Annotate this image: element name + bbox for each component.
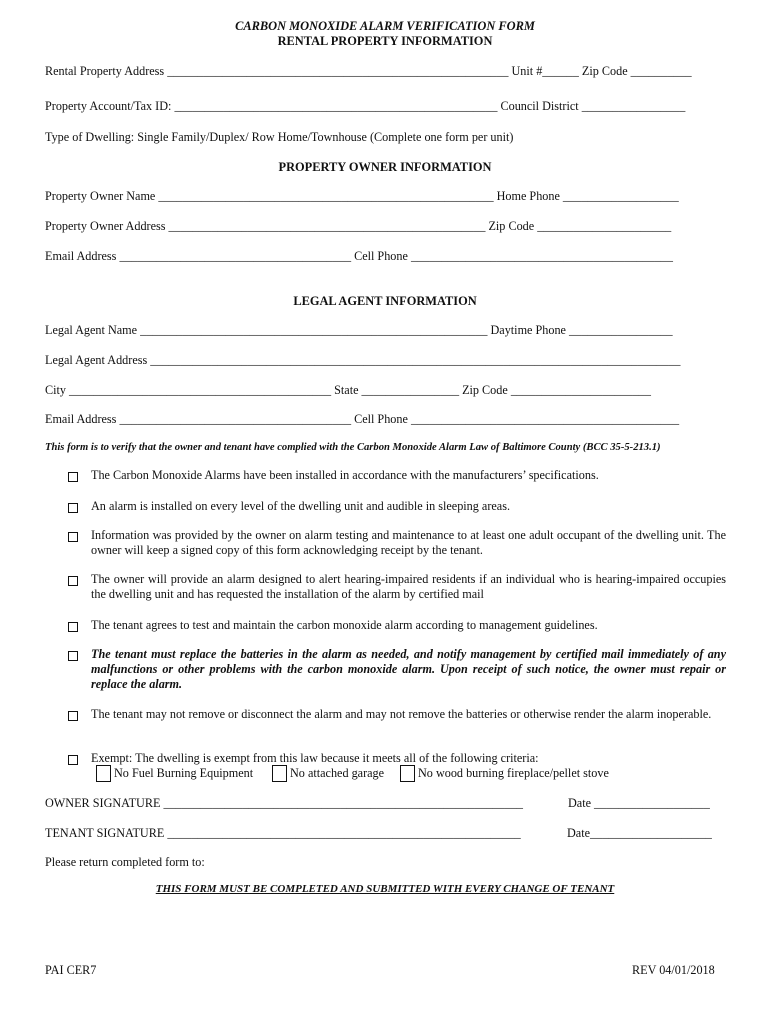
- law-statement: This form is to verify that the owner and tenant have complied with the Carbon Monoxide Alarm Law of Baltimore County (BCC 35-5-213.1): [45, 442, 661, 453]
- checkbox-every-level[interactable]: [68, 503, 78, 513]
- form-id: PAI CER7: [45, 963, 97, 977]
- checkbox-tenant-test[interactable]: [68, 622, 78, 632]
- tenant-signature-field[interactable]: TENANT SIGNATURE __________________________________________________________: [45, 826, 521, 840]
- exempt-option-label: No Fuel Burning Equipment: [114, 766, 254, 780]
- exempt-option-label: No attached garage: [290, 766, 385, 780]
- dwelling-type-line: Type of Dwelling: Single Family/Duplex/ Row Home/Townhouse (Complete one form per unit): [45, 130, 514, 144]
- agent-city-field[interactable]: City ___________________________________________ State ________________ Zip Code _______________________: [45, 383, 651, 397]
- checklist-item: An alarm is installed on every level of the dwelling unit and audible in sleeping areas.: [91, 499, 510, 513]
- agent-name-field[interactable]: Legal Agent Name _________________________________________________________ Daytime Phone _________________: [45, 323, 673, 337]
- agent-email-field[interactable]: Email Address ______________________________________ Cell Phone ____________________________________________: [45, 412, 680, 426]
- checklist-item: Exempt: The dwelling is exempt from this law because it meets all of the following criteria:: [91, 751, 539, 765]
- checkbox-installed[interactable]: [68, 472, 78, 482]
- owner-date-field[interactable]: Date ___________________: [568, 796, 710, 810]
- checklist-item: The owner will provide an alarm designed to alert hearing-impaired residents if an individual who is hearing-impaired occupies the dwelling unit and has requested the installation of the alarm by certified mail: [91, 572, 726, 601]
- return-instructions: Please return completed form to:: [45, 855, 205, 869]
- owner-email-field[interactable]: Email Address ______________________________________ Cell Phone ___________________________________________: [45, 249, 673, 263]
- rental-section-heading: RENTAL PROPERTY INFORMATION: [277, 34, 493, 48]
- agent-section-heading: LEGAL AGENT INFORMATION: [293, 294, 477, 308]
- owner-signature-field[interactable]: OWNER SIGNATURE ___________________________________________________________: [45, 796, 524, 810]
- checklist-item: The tenant may not remove or disconnect the alarm and may not remove the batteries or otherwise render the alarm inoperable.: [91, 707, 712, 721]
- rental-address-field[interactable]: Rental Property Address ________________________________________________________ Unit #______ Zip Code __________: [45, 64, 692, 78]
- form-title: CARBON MONOXIDE ALARM VERIFICATION FORM: [235, 19, 535, 33]
- checkbox-no-fireplace[interactable]: [400, 765, 415, 782]
- checkbox-exempt[interactable]: [68, 755, 78, 765]
- tenant-change-notice: THIS FORM MUST BE COMPLETED AND SUBMITTED WITH EVERY CHANGE OF TENANT: [155, 883, 615, 895]
- checkbox-batteries[interactable]: [68, 651, 78, 661]
- agent-address-field[interactable]: Legal Agent Address _______________________________________________________________________________________: [45, 353, 681, 367]
- checklist-item: Information was provided by the owner on alarm testing and maintenance to at least one adult occupant of the dwelling unit. The owner will keep a signed copy of this form acknowledging receipt by the tenant.: [91, 528, 726, 557]
- checklist-item: The tenant must replace the batteries in the alarm as needed, and notify management by certified mail immediately of any malfunctions or other problems with the carbon monoxide alarm. Upon receipt of such notice, the owner must repair or replace the alarm.: [91, 647, 726, 691]
- owner-address-field[interactable]: Property Owner Address ____________________________________________________ Zip Code ______________________: [45, 219, 672, 233]
- checklist-item: The Carbon Monoxide Alarms have been installed in accordance with the manufacturers’ specifications.: [91, 468, 599, 482]
- owner-name-field[interactable]: Property Owner Name _______________________________________________________ Home Phone ___________________: [45, 189, 679, 203]
- owner-section-heading: PROPERTY OWNER INFORMATION: [278, 160, 492, 174]
- checkbox-no-remove[interactable]: [68, 711, 78, 721]
- checkbox-hearing-impaired[interactable]: [68, 576, 78, 586]
- exempt-option-label: No wood burning fireplace/pellet stove: [418, 766, 609, 780]
- checkbox-no-fuel-burning[interactable]: [96, 765, 111, 782]
- tax-id-field[interactable]: Property Account/Tax ID: _____________________________________________________ Council District _________________: [45, 99, 686, 113]
- tenant-date-field[interactable]: Date____________________: [567, 826, 712, 840]
- checkbox-no-garage[interactable]: [272, 765, 287, 782]
- revision-date: REV 04/01/2018: [632, 963, 715, 977]
- checklist-item: The tenant agrees to test and maintain the carbon monoxide alarm according to management guidelines.: [91, 618, 598, 632]
- checkbox-info-provided[interactable]: [68, 532, 78, 542]
